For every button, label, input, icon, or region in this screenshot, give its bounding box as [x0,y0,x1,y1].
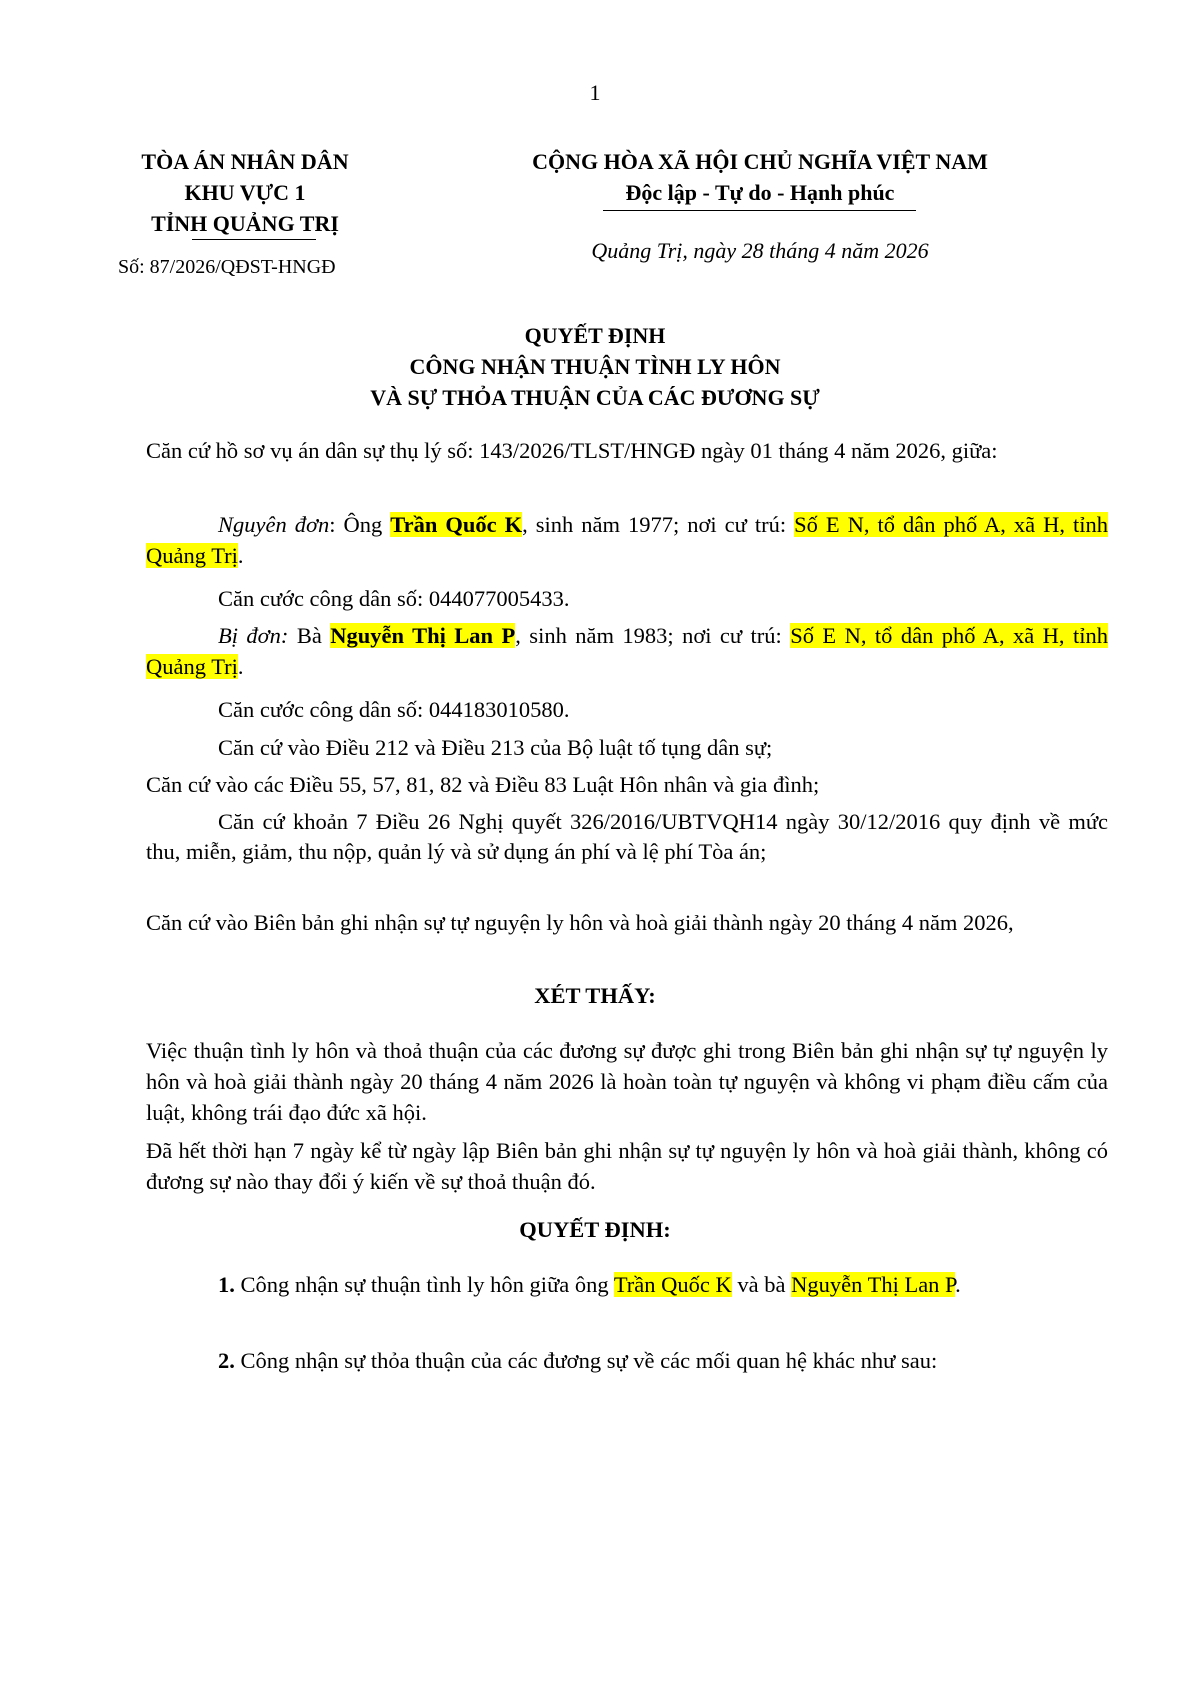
title-line3: VÀ SỰ THỎA THUẬN CỦA CÁC ĐƯƠNG SỰ [370,385,820,410]
decision-item-2-number: 2. [218,1348,235,1373]
court-name-line2: KHU VỰC 1 [184,180,306,205]
case-basis-paragraph: Căn cứ hồ sơ vụ án dân sự thụ lý số: 143/2026/TLST/HNGĐ ngày 01 tháng 4 năm 2026, giữa: [146,438,998,463]
decision-item-2 [146,1343,1108,1379]
decision-heading: QUYẾT ĐỊNH: [519,1217,671,1242]
court-underline [192,239,316,240]
decision-item-1-text: Công nhận sự thuận tình ly hôn giữa ông [234,1272,614,1297]
plaintiff-label: Nguyên đơn [218,512,330,537]
document-title [0,320,1190,413]
findings-heading: XÉT THẤY: [534,983,656,1008]
decision-item-1-end: . [955,1272,961,1297]
title-line2: CÔNG NHẬN THUẬN TÌNH LY HÔN [409,354,781,379]
page-number: 1 [589,80,601,105]
defendant-address: Số E N, tổ dân phố A, xã H, tỉnh Quảng Trị [146,623,1108,679]
legal-basis-2: Căn cứ vào các Điều 55, 57, 81, 82 và Điều 83 Luật Hôn nhân và gia đình; [146,772,820,797]
motto-underline [603,210,916,211]
decision-item-2-text: Công nhận sự thỏa thuận của các đương sự về các mối quan hệ khác như sau: [234,1348,938,1373]
legal-basis-4: Căn cứ vào Biên bản ghi nhận sự tự nguyện ly hôn và hoà giải thành ngày 20 tháng 4 năm 2026, [146,910,1014,935]
decision-name-wife: Nguyễn Thị Lan P [791,1272,956,1297]
defendant-prefix: Bà [288,623,331,648]
defendant-label: Bị đơn: [218,623,289,648]
defendant-paragraph [146,620,1108,682]
legal-basis-3: Căn cứ khoản 7 Điều 26 Nghị quyết 326/2016/UBTVQH14 ngày 30/12/2016 quy định về mức thu, miễn, giảm, thu nộp, quản lý và sử dụng án phí và lệ phí Tòa án; [146,809,1108,864]
plaintiff-id: Căn cước công dân số: 044077005433. [218,586,570,611]
findings-paragraph-1: Việc thuận tình ly hôn và thoả thuận của các đương sự được ghi trong Biên bản ghi nhận sự tự nguyện ly hôn và hoà giải thành ngày 20 tháng 4 năm 2026 là hoàn toàn tự nguyện và không vi phạm điều cấm của luật, không trái đạo đức xã hội. [146,1038,1108,1125]
plaintiff-name: Trần Quốc K [390,512,523,537]
decision-item-1 [146,1267,1108,1303]
legal-basis-1: Căn cứ vào Điều 212 và Điều 213 của Bộ luật tố tụng dân sự; [218,735,773,760]
plaintiff-mid: , sinh năm 1977; nơi cư trú: [522,512,795,537]
court-name-line1: TÒA ÁN NHÂN DÂN [141,149,349,174]
defendant-id: Căn cước công dân số: 044183010580. [218,697,570,722]
document-number: Số: 87/2026/QĐST-HNGĐ [118,256,336,278]
plaintiff-address: Số E N, tổ dân phố A, xã H, tỉnh Quảng Trị [146,512,1109,568]
defendant-name: Nguyễn Thị Lan P [330,623,516,648]
decision-name-husband: Trần Quốc K [613,1272,732,1297]
document-date: Quảng Trị, ngày 28 tháng 4 năm 2026 [591,238,929,263]
plaintiff-paragraph [146,509,1108,571]
court-name-line3: TỈNH QUẢNG TRỊ [151,211,339,236]
nation-motto: Độc lập - Tự do - Hạnh phúc [625,180,895,205]
plaintiff-prefix: : Ông [329,512,391,537]
defendant-end: . [237,654,244,679]
findings-paragraph-2: Đã hết thời hạn 7 ngày kể từ ngày lập Biên bản ghi nhận sự tự nguyện ly hôn và hoà giải thành, không có đương sự nào thay đổi ý kiến về sự thoả thuận đó. [146,1138,1108,1194]
decision-and: và bà [731,1272,792,1297]
nation-header [460,146,1060,208]
decision-item-1-number: 1. [218,1272,235,1297]
defendant-mid: , sinh năm 1983; nơi cư trú: [515,623,791,648]
plaintiff-end: . [237,543,244,568]
title-line1: QUYẾT ĐỊNH [524,323,666,348]
court-header [95,146,395,239]
nation-name: CỘNG HÒA XÃ HỘI CHỦ NGHĨA VIỆT NAM [532,149,988,174]
